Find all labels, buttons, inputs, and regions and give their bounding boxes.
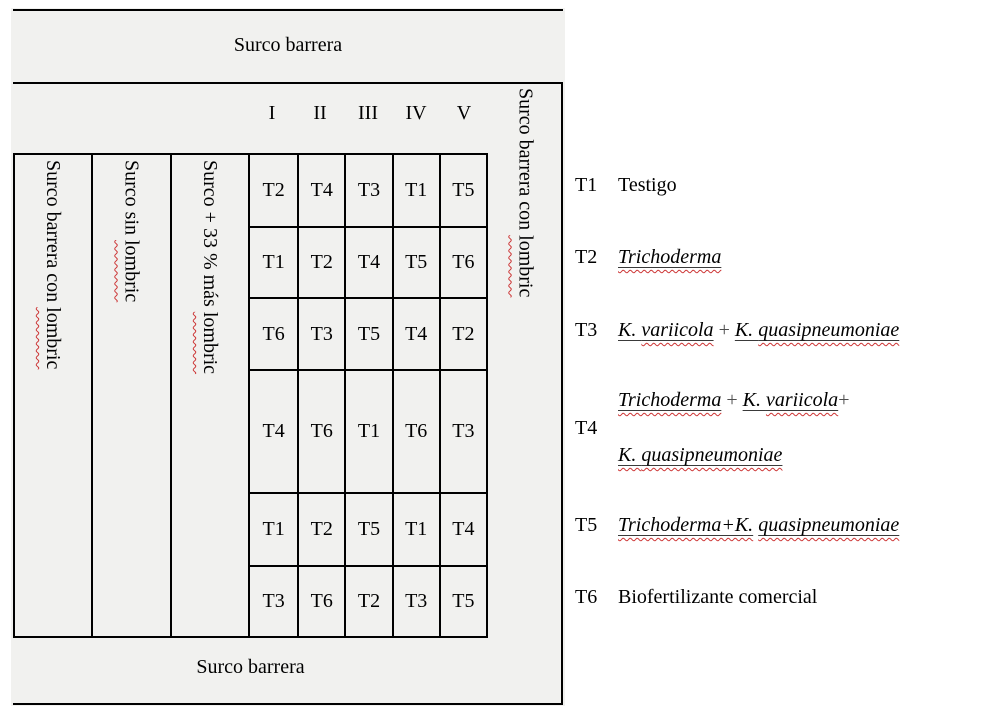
plus-separator: + (838, 389, 850, 411)
legend-desc (618, 373, 849, 483)
outer-right-rule (561, 83, 563, 705)
right-barrier-plain: Surco barrera con (514, 88, 537, 236)
plot-cell: T1 (250, 226, 297, 297)
block-header-row (248, 96, 488, 130)
legend-desc: Biofertilizante comercial (618, 586, 818, 608)
species-name (618, 444, 782, 466)
plot-cell: T6 (439, 226, 486, 297)
plot-cell: T4 (344, 226, 391, 297)
treatment-grid (248, 153, 488, 638)
plot-cell: T3 (297, 297, 344, 369)
misspelled-word (618, 444, 782, 466)
plot-cell: T5 (392, 226, 439, 297)
block-header-V: V (456, 102, 472, 124)
plot-cell: T6 (392, 369, 439, 492)
legend-entry-t3 (575, 316, 975, 344)
misspelled-word: variicola (641, 319, 714, 341)
row-label-text (198, 160, 222, 374)
species-name (618, 514, 753, 536)
misspelled-word: quasipneumoniae (758, 514, 900, 536)
right-barrier-label (514, 88, 538, 297)
plot-cell: T2 (297, 226, 344, 297)
species-name (618, 319, 714, 341)
legend-key: T6 (575, 586, 598, 608)
genus-abbrev: K. (618, 319, 642, 341)
row-label-plain: Surco barrera con (42, 160, 65, 308)
plot-cell: T2 (262, 179, 285, 201)
row-label-column-3 (170, 155, 248, 636)
row-label-text (41, 160, 65, 369)
legend-key: T5 (575, 514, 598, 536)
legend-entry-t6 (575, 583, 975, 611)
legend-key: T3 (575, 319, 598, 341)
legend-entry-t4 (575, 373, 975, 483)
plot-cell: T3 (344, 155, 391, 226)
plot-cell: T5 (344, 492, 391, 565)
genus-abbrev: K. (618, 444, 642, 466)
species-name (758, 514, 899, 536)
legend-entry-t5 (575, 511, 975, 539)
plot-cell: T3 (439, 369, 486, 492)
legend-desc (618, 316, 899, 344)
misspelled-word: Trichoderma (618, 389, 722, 411)
legend-key: T2 (575, 246, 598, 268)
legend-desc-line2 (618, 444, 782, 466)
plot-cell: T6 (297, 369, 344, 492)
misspelled-word: Trichoderma (618, 246, 722, 268)
row-label-column-2 (91, 155, 169, 636)
plot-cell: T4 (297, 155, 344, 226)
species-epithet: quasipneumoniae (641, 444, 783, 466)
misspelled-word: lombric (42, 307, 65, 370)
legend-key: T1 (575, 174, 598, 196)
plot-cell: T2 (344, 565, 391, 636)
row-label-columns (13, 153, 250, 638)
misspelled-word: Trichoderma+K. (618, 514, 754, 536)
block-header-III: III (358, 102, 378, 124)
misspelled-word: lombric (514, 235, 537, 298)
legend-entry-t2 (575, 243, 975, 271)
plot-cell: T2 (297, 492, 344, 565)
plot-cell: T5 (344, 297, 391, 369)
block-header-IV: IV (405, 102, 427, 124)
plot-cell: T1 (344, 369, 391, 492)
plot-cell: T6 (250, 297, 297, 369)
plot-cell: T4 (250, 369, 297, 492)
legend-key: T4 (575, 417, 598, 439)
legend-entry-t1 (575, 171, 975, 199)
outer-bottom-rule (13, 703, 563, 705)
species-name (618, 246, 721, 268)
plot-cell: T5 (439, 565, 486, 636)
plot-cell: T6 (297, 565, 344, 636)
row-label-text (119, 160, 143, 302)
species-name (735, 319, 899, 341)
legend-desc: Testigo (618, 174, 677, 196)
plot-cell: T3 (250, 565, 297, 636)
row-label-column-1 (15, 155, 91, 636)
block-header-II: II (313, 102, 327, 124)
genus-abbrev: K. (734, 319, 759, 341)
right-barrier-column (490, 83, 561, 641)
plot-cell: T3 (392, 565, 439, 636)
species-name (618, 389, 721, 411)
plot-cell: T1 (250, 492, 297, 565)
bottom-barrier-label: Surco barrera (196, 656, 305, 678)
misspelled-word: quasipneumoniae (758, 319, 900, 341)
misspelled-word: lombric (120, 240, 143, 303)
plus-separator: + (713, 319, 735, 341)
genus-abbrev: K. (742, 389, 766, 411)
row-label-plain: Surco + 33 % más (198, 160, 221, 312)
legend-desc (618, 511, 899, 539)
plot-cell: T1 (392, 492, 439, 565)
plot-cell: T4 (439, 492, 486, 565)
row-label-plain: Surco sin (120, 160, 143, 240)
top-barrier-band (13, 9, 563, 84)
misspelled-word: variicola (765, 389, 839, 411)
plot-cell: T5 (439, 155, 486, 226)
block-header-I: I (268, 102, 276, 124)
plot-cell: T4 (392, 297, 439, 369)
plus-separator: + (721, 389, 743, 411)
species-name (743, 389, 839, 411)
plot-cell: T2 (439, 297, 486, 369)
plot-cell: T1 (392, 155, 439, 226)
top-barrier-label: Surco barrera (233, 34, 343, 56)
misspelled-word: lombric (198, 311, 221, 375)
legend-desc (618, 243, 721, 271)
legend-desc-line1 (618, 389, 849, 411)
